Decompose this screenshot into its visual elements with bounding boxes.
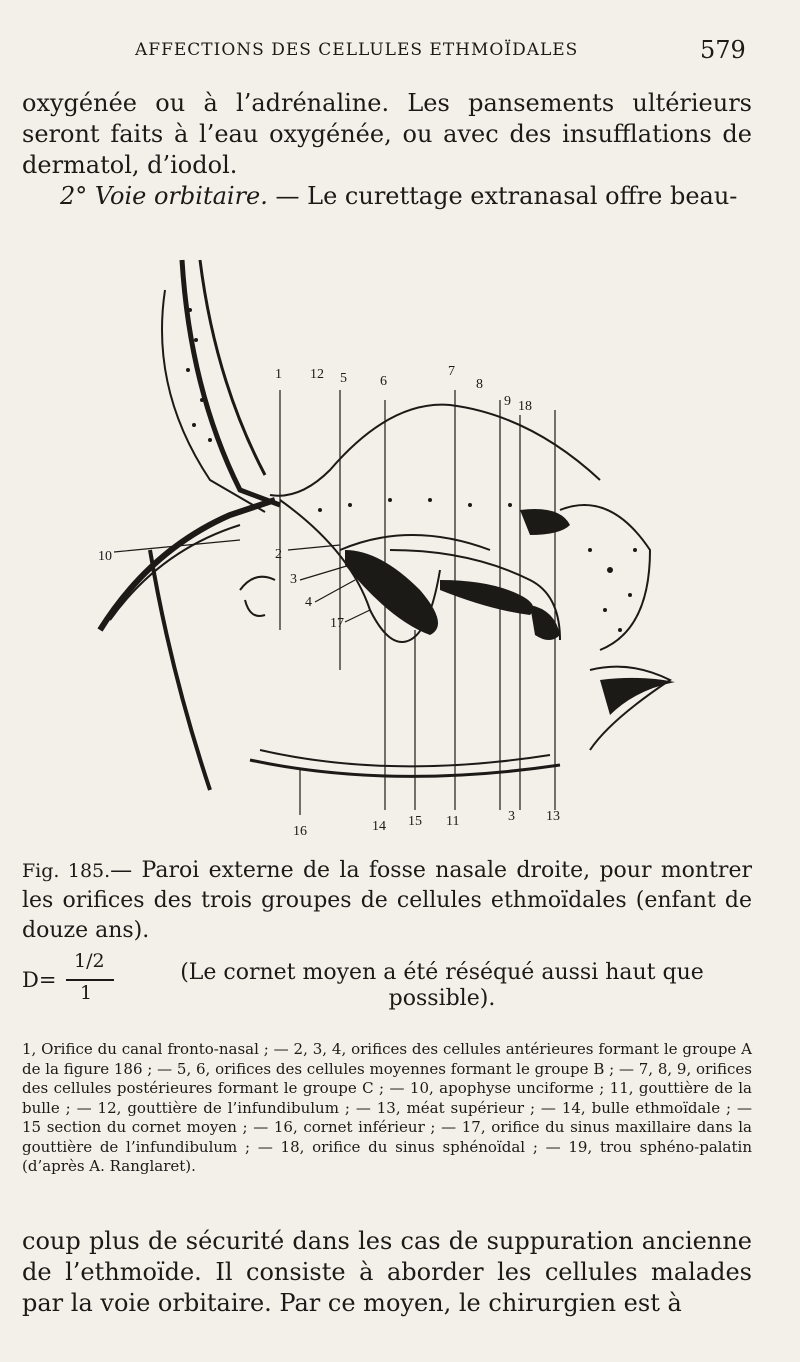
figure-label: 2: [275, 547, 282, 562]
scale-prefix: D=: [22, 968, 57, 992]
figure-label: 17: [330, 616, 344, 631]
caption-text: — Paroi externe de la fosse nasale droite, pour montrer les orifices des trois groupes de cellules ethmoïdales (enfant de douze ans).: [22, 858, 752, 943]
scale-fraction: [22, 952, 132, 1012]
scale-denominator: 1: [80, 982, 93, 1004]
top-paragraph: oxygénée ou à l’adrénaline. Les pansements ultérieurs seront faits à l’eau oxygénée, ou avec des insufflations de dermatol, d’iodol.: [22, 89, 752, 179]
running-head: AFFECTIONS DES CELLULES ETHMOÏDALES: [135, 40, 579, 60]
figure-label: 8: [476, 377, 483, 392]
figure-caption: [22, 856, 752, 946]
figure-legend: [22, 1040, 752, 1177]
fraction-bar: [66, 979, 114, 981]
top-text-block: [22, 88, 752, 212]
section-label: 2° Voie orbitaire.: [60, 182, 268, 210]
figure-label: 6: [380, 374, 387, 389]
figure-label: 10: [98, 549, 112, 564]
figure-label: 15: [408, 814, 422, 829]
figure-label: 3: [508, 809, 515, 824]
figure-label: 13: [546, 809, 560, 824]
figure-label: 3: [290, 572, 297, 587]
figure-label: 1: [275, 367, 282, 382]
figure-label: 11: [446, 814, 460, 829]
figure-label: 18: [518, 399, 532, 414]
figure-label: 12: [310, 367, 324, 382]
bottom-text-block: [22, 1226, 752, 1319]
figure-label: 4: [305, 595, 312, 610]
figure-label: 14: [372, 819, 386, 834]
figure-label: 16: [293, 824, 307, 839]
figure-label: 9: [504, 394, 511, 409]
section-paragraph: [22, 181, 752, 212]
scale-note: (Le cornet moyen a été réséqué aussi haut que possible).: [180, 960, 704, 1011]
scale-numerator: 1/2: [74, 950, 105, 972]
section-text: — Le curettage extranasal offre beau-: [267, 182, 738, 210]
scale-row: [22, 952, 752, 1014]
anatomical-figure: [90, 250, 700, 850]
figure-number: Fig. 185.: [22, 860, 111, 882]
page-number: 579: [700, 36, 746, 64]
figure-label: 5: [340, 371, 347, 386]
bottom-paragraph: coup plus de sécurité dans les cas de suppuration ancienne de l’ethmoïde. Il consiste à aborder les cellules malades par la voie orbitaire. Par ce moyen, le chirurgien est à: [22, 1227, 752, 1317]
figure-label: 7: [448, 364, 455, 379]
legend-text: 1, Orifice du canal fronto-nasal ; — 2, 3, 4, orifices des cellules antérieures formant le groupe A de la figure 186 ; — 5, 6, orifices des cellules moyennes formant le groupe B ; — 7, 8, 9, orifices des cellules postérieures formant le groupe C ; — 10, apophyse unciforme ; 11, gouttière de la bulle ; — 12, gouttière de l’infundibulum ; — 13, méat supérieur ; — 14, bulle ethmoïdale ; — 15 section du cornet moyen ; — 16, cornet inférieur ; — 17, orifice du sinus maxillaire dans la gouttière de l’infundibulum ; — 18, orifice du sinus sphénoïdal ; — 19, trou sphéno-palatin (d’après A. Ranglaret).: [22, 1040, 752, 1175]
